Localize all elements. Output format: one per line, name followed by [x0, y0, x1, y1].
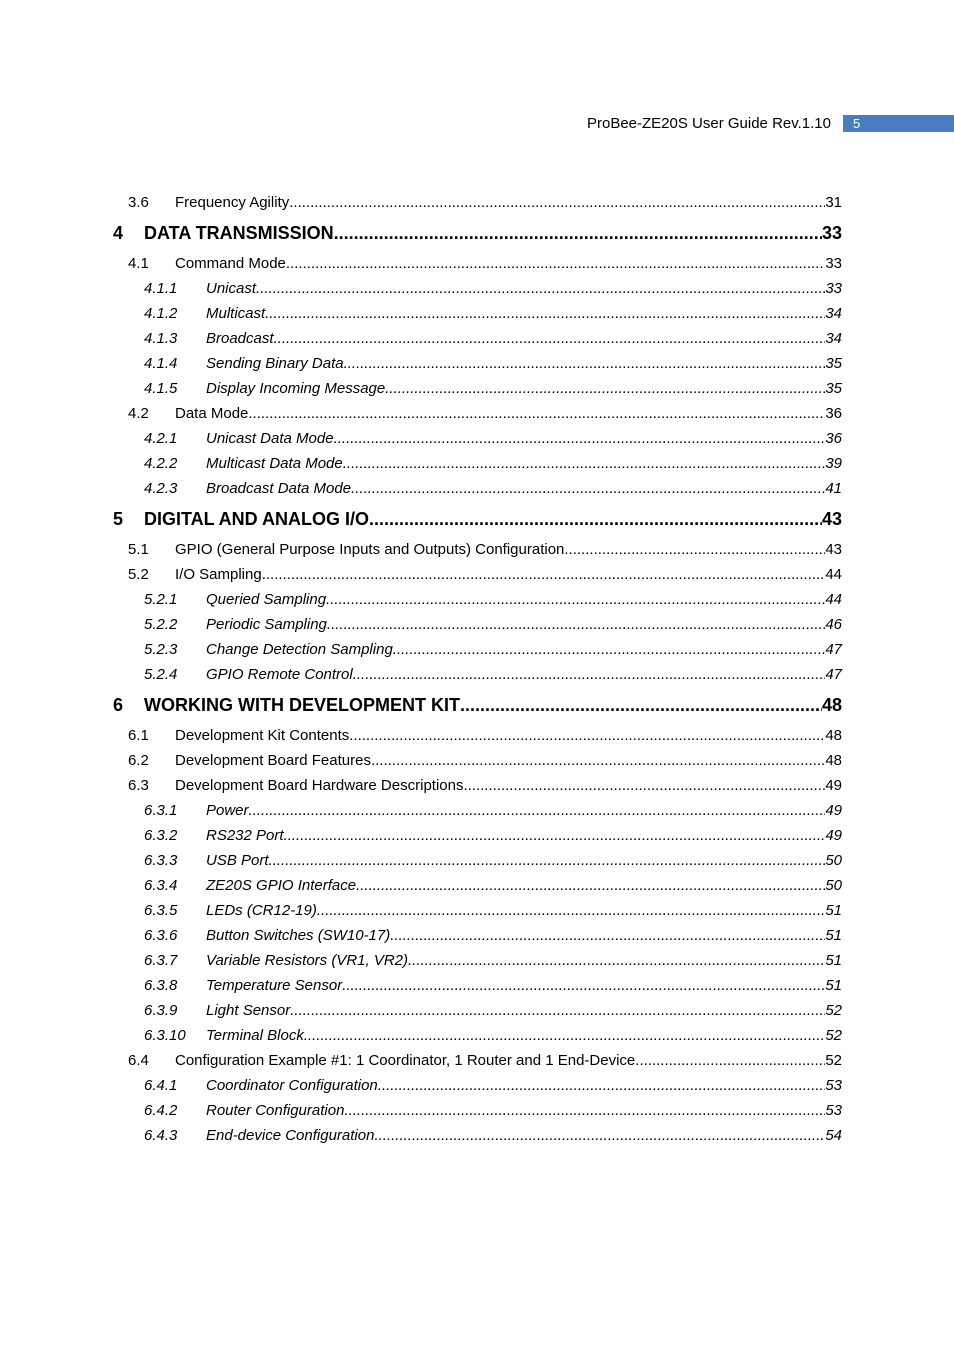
- toc-entry-page: 34: [825, 330, 842, 347]
- toc-entry-number: 5.2: [128, 566, 149, 583]
- toc-entry-number: 6.4.1: [144, 1077, 178, 1094]
- toc-dot-leader: [304, 1027, 825, 1044]
- toc-entry[interactable]: [0, 773, 954, 798]
- toc-dot-leader: [269, 852, 826, 869]
- toc-entry-title: Button Switches (SW10-17): [206, 927, 391, 944]
- toc-dot-leader: [344, 1102, 825, 1119]
- toc-entry[interactable]: [0, 637, 954, 662]
- toc-entry-number: 6.3.7: [144, 952, 178, 969]
- toc-entry[interactable]: [0, 190, 954, 215]
- toc-entry-page: 43: [821, 508, 842, 529]
- toc-entry-page: 50: [825, 877, 842, 894]
- toc-entry-page: 35: [825, 355, 842, 372]
- toc-entry[interactable]: [0, 476, 954, 501]
- toc-entry-number: 4: [113, 222, 124, 243]
- toc-entry-title: Periodic Sampling: [206, 616, 327, 633]
- toc-entry-page: 51: [825, 977, 842, 994]
- toc-entry[interactable]: [0, 948, 954, 973]
- toc-entry[interactable]: [0, 326, 954, 351]
- toc-entry[interactable]: [0, 873, 954, 898]
- toc-dot-leader: [390, 927, 825, 944]
- toc-dot-leader: [378, 1077, 826, 1094]
- toc-dot-leader: [393, 641, 826, 658]
- toc-entry-title: Development Kit Contents: [175, 727, 350, 744]
- toc-entry-page: 44: [825, 591, 842, 608]
- toc-entry-number: 4.1.2: [144, 305, 178, 322]
- toc-dot-leader: [262, 566, 826, 583]
- toc-entry[interactable]: [0, 426, 954, 451]
- toc-entry-number: 4.2: [128, 405, 149, 422]
- toc-entry-number: 6.3.9: [144, 1002, 178, 1019]
- toc-entry-page: 54: [825, 1127, 842, 1144]
- toc-entry-page: 39: [825, 455, 842, 472]
- toc-entry[interactable]: [0, 1073, 954, 1098]
- toc-entry-page: 48: [821, 694, 842, 715]
- toc-entry-page: 50: [825, 852, 842, 869]
- toc-entry-number: 4.1.1: [144, 280, 178, 297]
- toc-dot-leader: [290, 1002, 825, 1019]
- toc-entry-number: 4.1.4: [144, 355, 178, 372]
- toc-entry-title: Router Configuration: [206, 1102, 345, 1119]
- toc-entry-number: 6.3.6: [144, 927, 178, 944]
- toc-entry-page: 41: [825, 480, 842, 497]
- toc-entry-title: USB Port: [206, 852, 269, 869]
- toc-entry-page: 47: [825, 666, 842, 683]
- toc-entry[interactable]: [0, 1123, 954, 1148]
- toc-dot-leader: [371, 752, 825, 769]
- toc-entry-title: Broadcast Data Mode: [206, 480, 352, 497]
- toc-entry[interactable]: [0, 276, 954, 301]
- table-of-contents: [0, 190, 954, 1148]
- toc-entry-title: Unicast Data Mode: [206, 430, 334, 447]
- toc-entry[interactable]: [0, 376, 954, 401]
- toc-entry[interactable]: [0, 587, 954, 612]
- toc-entry-title: GPIO (General Purpose Inputs and Outputs) Configuration: [175, 541, 565, 558]
- toc-entry-title: Queried Sampling: [206, 591, 327, 608]
- toc-entry[interactable]: [0, 562, 954, 587]
- toc-entry-title: RS232 Port: [206, 827, 284, 844]
- toc-entry-page: 33: [825, 280, 842, 297]
- toc-dot-leader: [327, 616, 825, 633]
- toc-dot-leader: [369, 509, 822, 530]
- toc-entry[interactable]: [0, 848, 954, 873]
- toc-entry-page: 51: [825, 952, 842, 969]
- toc-entry[interactable]: [0, 748, 954, 773]
- toc-entry[interactable]: [0, 1023, 954, 1048]
- toc-dot-leader: [344, 355, 826, 372]
- toc-entry-number: 6.2: [128, 752, 149, 769]
- toc-entry-number: 4.2.2: [144, 455, 178, 472]
- toc-entry[interactable]: [0, 301, 954, 326]
- toc-entry-title: LEDs (CR12-19): [206, 902, 317, 919]
- toc-dot-leader: [326, 591, 825, 608]
- toc-entry-page: 53: [825, 1102, 842, 1119]
- toc-dot-leader: [249, 802, 826, 819]
- toc-entry-page: 33: [825, 255, 842, 272]
- toc-entry-title: GPIO Remote Control: [206, 666, 353, 683]
- toc-entry-number: 5.2.4: [144, 666, 178, 683]
- toc-entry[interactable]: [0, 612, 954, 637]
- toc-entry-number: 6.3.2: [144, 827, 178, 844]
- toc-entry[interactable]: [0, 501, 954, 537]
- toc-dot-leader: [356, 877, 825, 894]
- toc-entry-page: 52: [825, 1052, 842, 1069]
- toc-entry[interactable]: [0, 451, 954, 476]
- toc-entry-title: Multicast Data Mode: [206, 455, 343, 472]
- toc-dot-leader: [286, 255, 825, 272]
- toc-entry-page: 36: [825, 430, 842, 447]
- toc-entry-page: 49: [825, 777, 842, 794]
- toc-entry-number: 4.2.3: [144, 480, 178, 497]
- toc-dot-leader: [317, 902, 825, 919]
- toc-entry-number: 5.2.1: [144, 591, 178, 608]
- toc-entry-page: 47: [825, 641, 842, 658]
- toc-dot-leader: [342, 977, 825, 994]
- toc-dot-leader: [460, 695, 822, 716]
- toc-entry-title: Development Board Hardware Descriptions: [175, 777, 464, 794]
- toc-entry[interactable]: [0, 798, 954, 823]
- toc-entry-number: 6.4.2: [144, 1102, 178, 1119]
- toc-entry[interactable]: [0, 537, 954, 562]
- toc-dot-leader: [343, 455, 826, 472]
- toc-entry-page: 53: [825, 1077, 842, 1094]
- toc-entry-title: Temperature Sensor: [206, 977, 343, 994]
- toc-entry-title: Unicast: [206, 280, 257, 297]
- toc-dot-leader: [256, 280, 825, 297]
- toc-entry-number: 6.1: [128, 727, 149, 744]
- toc-dot-leader: [349, 727, 825, 744]
- toc-entry-number: 4.1.5: [144, 380, 178, 397]
- toc-entry-page: 49: [825, 827, 842, 844]
- toc-entry-number: 6.3.5: [144, 902, 178, 919]
- toc-entry-page: 46: [825, 616, 842, 633]
- toc-entry-title: Configuration Example #1: 1 Coordinator, 1 Router and 1 End-Device: [175, 1052, 636, 1069]
- toc-entry-page: 52: [825, 1027, 842, 1044]
- toc-entry[interactable]: [0, 662, 954, 687]
- toc-entry[interactable]: [0, 215, 954, 251]
- toc-entry-page: 34: [825, 305, 842, 322]
- toc-dot-leader: [351, 480, 825, 497]
- toc-entry-page: 44: [825, 566, 842, 583]
- toc-entry-title: Command Mode: [175, 255, 286, 272]
- toc-entry-number: 6.3.3: [144, 852, 178, 869]
- toc-entry[interactable]: [0, 401, 954, 426]
- toc-entry-page: 48: [825, 752, 842, 769]
- toc-dot-leader: [265, 305, 825, 322]
- toc-entry-page: 48: [825, 727, 842, 744]
- toc-entry-title: Display Incoming Message: [206, 380, 386, 397]
- toc-dot-leader: [334, 223, 822, 244]
- toc-entry-number: 6.4.3: [144, 1127, 178, 1144]
- toc-entry-title: Light Sensor: [206, 1002, 291, 1019]
- page-header: [0, 115, 954, 133]
- toc-entry[interactable]: [0, 1098, 954, 1123]
- toc-entry-title: I/O Sampling: [175, 566, 262, 583]
- toc-entry-page: 31: [825, 194, 842, 211]
- toc-entry-number: 5.1: [128, 541, 149, 558]
- toc-entry[interactable]: [0, 251, 954, 276]
- toc-entry-number: 6.3.10: [144, 1027, 186, 1044]
- toc-entry-page: 36: [825, 405, 842, 422]
- toc-entry-page: 49: [825, 802, 842, 819]
- toc-entry[interactable]: [0, 923, 954, 948]
- toc-entry-number: 4.1: [128, 255, 149, 272]
- page-number-badge: [843, 115, 954, 132]
- toc-entry-number: 6.4: [128, 1052, 149, 1069]
- toc-entry-page: 51: [825, 902, 842, 919]
- toc-entry-page: 35: [825, 380, 842, 397]
- toc-entry[interactable]: [0, 687, 954, 723]
- toc-dot-leader: [334, 430, 826, 447]
- toc-entry-title: Development Board Features: [175, 752, 371, 769]
- toc-entry[interactable]: [0, 973, 954, 998]
- toc-entry[interactable]: [0, 823, 954, 848]
- toc-entry-title: Change Detection Sampling: [206, 641, 393, 658]
- toc-entry-title: Frequency Agility: [175, 194, 290, 211]
- toc-dot-leader: [248, 405, 825, 422]
- toc-entry-title: Variable Resistors (VR1, VR2): [206, 952, 409, 969]
- toc-entry-number: 5.2.3: [144, 641, 178, 658]
- toc-entry-number: 6: [113, 694, 124, 715]
- toc-entry-title: Terminal Block: [206, 1027, 304, 1044]
- toc-dot-leader: [353, 666, 826, 683]
- toc-entry[interactable]: [0, 351, 954, 376]
- toc-dot-leader: [284, 827, 826, 844]
- toc-entry-title: End-device Configuration: [206, 1127, 375, 1144]
- toc-entry-number: 3.6: [128, 194, 149, 211]
- toc-dot-leader: [635, 1052, 825, 1069]
- toc-entry-title: WORKING WITH DEVELOPMENT KIT: [144, 694, 460, 715]
- toc-dot-leader: [463, 777, 825, 794]
- toc-entry-title: Data Mode: [175, 405, 249, 422]
- toc-entry-title: Multicast: [206, 305, 266, 322]
- toc-dot-leader: [408, 952, 825, 969]
- toc-entry-title: ZE20S GPIO Interface: [206, 877, 357, 894]
- toc-entry-title: DIGITAL AND ANALOG I/O: [144, 508, 369, 529]
- toc-entry-number: 6.3: [128, 777, 149, 794]
- toc-entry-number: 6.3.1: [144, 802, 178, 819]
- toc-entry-number: 5.2.2: [144, 616, 178, 633]
- toc-entry-number: 6.3.8: [144, 977, 178, 994]
- toc-entry-number: 5: [113, 508, 124, 529]
- toc-entry-page: 51: [825, 927, 842, 944]
- toc-dot-leader: [564, 541, 825, 558]
- toc-dot-leader: [374, 1127, 825, 1144]
- toc-entry-title: Coordinator Configuration: [206, 1077, 378, 1094]
- toc-entry-page: 33: [821, 222, 842, 243]
- toc-entry-title: Sending Binary Data: [206, 355, 344, 372]
- toc-dot-leader: [289, 194, 825, 211]
- document-title: ProBee-ZE20S User Guide Rev.1.10: [586, 115, 831, 132]
- toc-entry-page: 43: [825, 541, 842, 558]
- toc-entry-number: 6.3.4: [144, 877, 178, 894]
- toc-entry[interactable]: [0, 898, 954, 923]
- toc-dot-leader: [385, 380, 825, 397]
- toc-entry-number: 4.2.1: [144, 430, 178, 447]
- toc-dot-leader: [274, 330, 826, 347]
- toc-entry-title: Power: [206, 802, 249, 819]
- toc-entry-title: Broadcast: [206, 330, 274, 347]
- page-number: 5: [853, 116, 861, 131]
- toc-entry[interactable]: [0, 723, 954, 748]
- toc-entry[interactable]: [0, 1048, 954, 1073]
- toc-entry-number: 4.1.3: [144, 330, 178, 347]
- toc-entry-title: DATA TRANSMISSION: [144, 222, 334, 243]
- toc-entry[interactable]: [0, 998, 954, 1023]
- toc-entry-page: 52: [825, 1002, 842, 1019]
